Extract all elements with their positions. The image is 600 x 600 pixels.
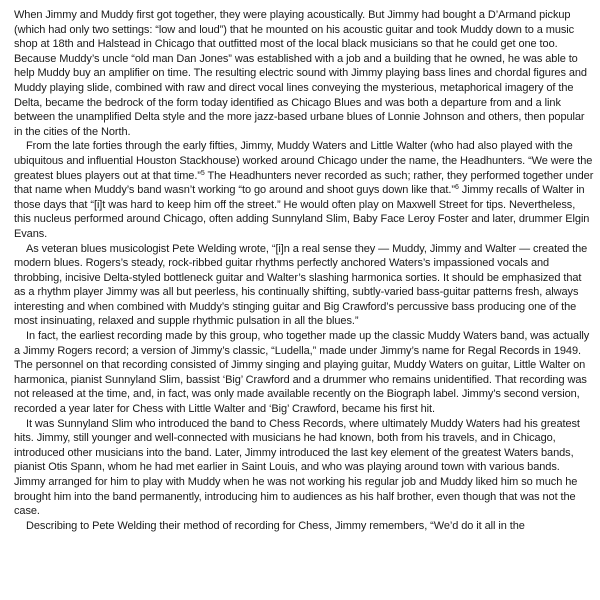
footnote-reference: 5 [200,169,205,177]
paragraph-text: From the late forties through the early fifties, Jimmy, Muddy Waters and Little Walter (who had also played with the ubiquitous and influential Houston Stackhouse) worked around Chicago under the name, the Headhunters. “We were the greatest blues players out at that time.” [14,140,593,182]
paragraph-text: In fact, the earliest recording made by this group, who together made up the classic Muddy Waters band, was actually a Jimmy Rogers record; a version of Jimmy’s classic, “Ludella,” made under Jimmy’s name for Regal Records in 1949. The personnel on that recording consisted of Jimmy singing and playing guitar, Muddy Waters on guitar, Little Walter on harmonica, pianist Sunnyland Slim, bassist ‘Big’ Crawford and a drummer who remains unidentified. That recording was not released at the time, and, in fact, was only made available recently on the Biograph label. Jimmy’s second version, recorded a year later for Chess with Little Walter and ‘Big’ Crawford, became his first hit. [14,330,590,416]
paragraph [14,139,594,241]
paragraph [14,242,594,330]
paragraph-text: Jimmy recalls of Walter in those days that “[i]t was hard to keep him off the street.” He would often play on Maxwell Street for tips. Nevertheless, this nucleus performed around Chicago, often adding Sunnyland Slim, Baby Face Leroy Foster and later, drummer Elgin Evans. [14,184,590,240]
paragraph-text: It was Sunnyland Slim who introduced the band to Chess Records, where ultimately Muddy Waters had his greatest hits. Jimmy, still younger and well-connected with musicians he had known, both from his travels, and in Chicago, introduced other musicians into the band. Later, Jimmy introduced the last key element of the greatest Waters bands, pianist Otis Spann, whom he had met earlier in Saint Louis, and who was playing around town with various bands. Jimmy arranged for him to play with Muddy when he was not working his regular job and Muddy liked him so much he brought him into the band permanently, introducing him to audiences as his half brother, even though that was not the case. [14,417,580,518]
paragraph-text: The Headhunters never recorded as such; rather, they performed together under that name when Muddy’s band wasn’t working “to go around and shoot guys down like that.” [14,169,594,197]
paragraph [14,329,594,417]
footnote-reference: 6 [454,184,459,192]
paragraph [14,519,594,534]
paragraph [14,417,594,519]
paragraph-text: When Jimmy and Muddy first got together, they were playing acoustically. But Jimmy had bought a D’Armand pickup (which had only two settings: “low and loud”) that he mounted on his acoustic guitar and took Muddy down to a music shop at 18th and Halstead in Chicago that outfitted most of the local black musicians so that he could get one too. Because Muddy’s uncle “old man Dan Jones” was established with a job and a building that he owned, he was able to help Muddy buy an amplifier on time. The resulting electric sound with Jimmy playing bass lines and chordal figures and Muddy playing slide, combined with raw and direct vocal lines conveying the mysterious, metaphorical imagery of the Delta, became the bedrock of the form today identified as Chicago Blues and was both a departure from and a link between the unamplified Delta style and the more jazz-based urbane blues of Lonnie Johnson and others, then popular in the cities of the North. [14,9,587,138]
paragraph-text: As veteran blues musicologist Pete Welding wrote, “[i]n a real sense they — Muddy, Jimmy and Walter — created the modern blues. Rogers’s steady, rock-ribbed guitar rhythms perfectly anchored Waters’s impassioned vocals and throbbing, incisive Delta-styled bottleneck guitar and Walter’s slashing harmonica sorties. It should be emphasized that as a rhythm player Jimmy was all but peerless, his continually shifting, subtly-varied bass-guitar patterns fresh, always interesting and when combined with Muddy’s stinging guitar and Big Crawford’s percussive bass producing one of the most insinuating, relaxed and supple rhythmic pulsation in all the blues.” [14,242,588,328]
paragraph-text: Describing to Pete Welding their method of recording for Chess, Jimmy remembers, “We’d do it all in the [26,519,525,532]
paragraph [14,8,594,139]
